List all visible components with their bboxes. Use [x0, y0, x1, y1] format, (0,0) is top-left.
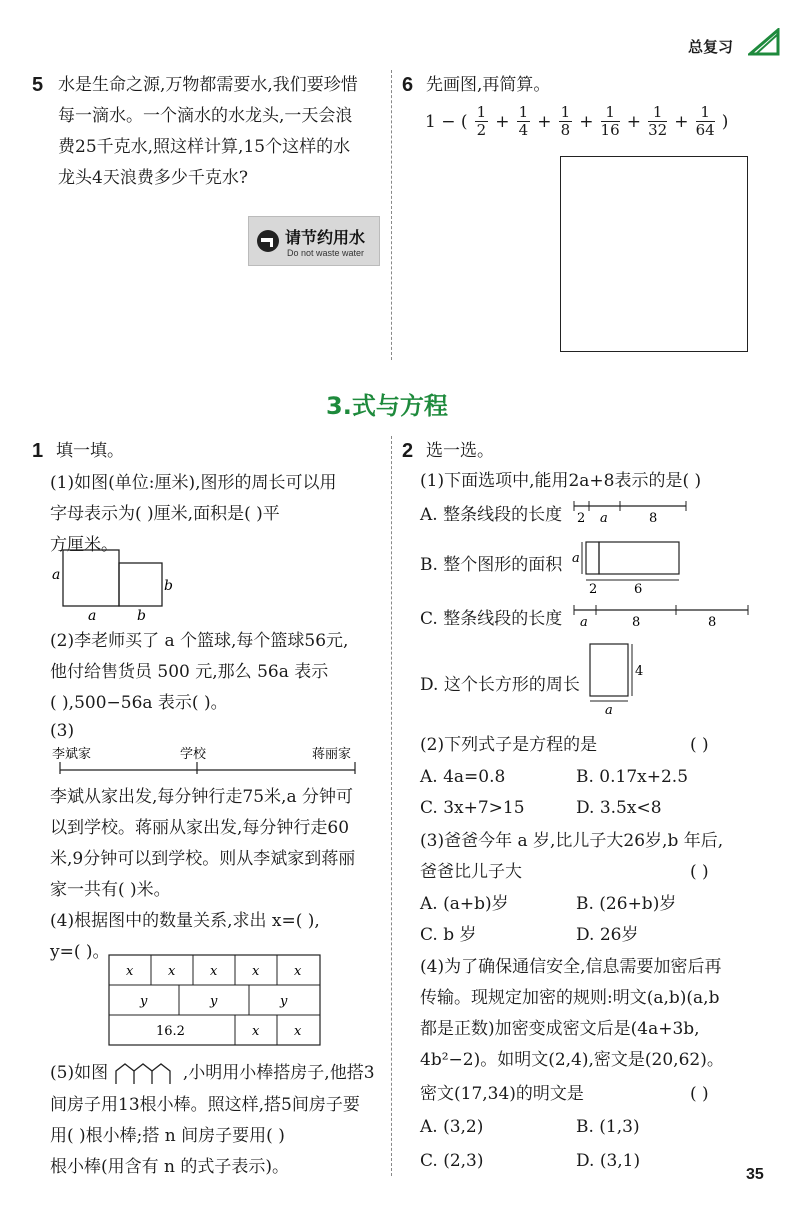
q2-sub4-line-2: 传输。现规定加密的规则:明文(a,b)(a,b [420, 988, 720, 1008]
q1-part5-post: ,小明用小棒搭房子,他搭3 [182, 1063, 375, 1083]
question-5-line-1: 水是生命之源,万物都需要水,我们要珍惜 [58, 75, 358, 95]
route-map [50, 744, 368, 780]
q1-part2-line-2: 他付给售货员 500 元,那么 56a 表示 [50, 662, 329, 682]
map-label-school: 学校 [180, 747, 207, 762]
q1-part1-line-3: 方厘米。 [50, 535, 118, 555]
question-5-line-2: 每一滴水。一个滴水的水龙头,一天会浪 [58, 106, 353, 126]
save-water-sign [248, 216, 380, 266]
figure-b-label-6: 6 [634, 582, 643, 596]
q1-part5-line-4: 根小棒(用含有 n 的式子表示)。 [50, 1157, 290, 1177]
grid-x-7: x [294, 1024, 302, 1039]
q1-part2-line-1: (2)李老师买了 a 个篮球,每个篮球56元, [50, 631, 349, 651]
stick-houses-icon [114, 1063, 178, 1085]
fraction-4: $\frac{1}{16}$ [600, 103, 620, 139]
q1-part2-line-3: ( ),500−56a 表示( )。 [50, 693, 228, 713]
plus-sign: + [579, 111, 594, 132]
fraction-2: $\frac{1}{4}$ [518, 103, 529, 139]
grid-y-1: y [140, 994, 148, 1009]
q2-sub2-paren: ( ) [690, 735, 709, 755]
figure-b-label-a: a [572, 551, 580, 566]
segment-c-label-8b: 8 [708, 615, 717, 630]
q1-part3-line-2: 以到学校。蒋丽从家出发,每分钟行走60 [50, 818, 350, 838]
q1-part4-line-1: (4)根据图中的数量关系,求出 x=( ), [50, 911, 320, 931]
q2-sub3-stem-2: 爸爸比儿子大 [420, 862, 522, 882]
column-divider-top [391, 70, 392, 360]
question-5-line-4: 龙头4天浪费多少千克水? [58, 168, 248, 188]
grid-x-6: x [252, 1024, 260, 1039]
page-header-title: 总复习 [688, 38, 734, 56]
q2-sub4-line-4: 4b²−2)。如明文(2,4),密文是(20,62)。 [420, 1050, 724, 1070]
question-6-expression [424, 104, 729, 144]
fraction-5: $\frac{1}{32}$ [648, 103, 668, 139]
q1-part5-line-1 [50, 1058, 375, 1089]
q2-sub1-option-d: D. 这个长方形的周长 [420, 675, 580, 695]
q2-sub4-line-3: 都是正数)加密变成密文后是(4a+3b, [420, 1019, 700, 1039]
fig-label-bottom-b: b [137, 608, 146, 624]
question-2-title: 选一选。 [426, 441, 494, 461]
plus-sign: + [537, 111, 552, 132]
q1-part3-label: (3) [50, 721, 75, 741]
rectangle-figure-d [588, 642, 648, 716]
q2-sub1-option-b: B. 整个图形的面积 [420, 555, 563, 575]
fraction-6: $\frac{1}{64}$ [695, 103, 715, 139]
expression-lead: 1 − ( [425, 111, 468, 132]
faucet-icon [255, 229, 281, 253]
map-label-libin: 李斌家 [52, 747, 92, 762]
grid-y-2: y [210, 994, 218, 1009]
q1-part3-line-4: 家一共有( )米。 [50, 880, 171, 900]
q2-sub3-option-d: D. 26岁 [576, 925, 639, 945]
q2-sub3-stem-1: (3)爸爸今年 a 岁,比儿子大26岁,b 年后, [420, 831, 724, 851]
q2-sub4-option-b: B. (1,3) [576, 1117, 640, 1137]
grid-value-16-2: 16.2 [156, 1024, 185, 1039]
q1-part4-line-2: y=( )。 [50, 942, 110, 962]
q2-sub4-stem-last: 密文(17,34)的明文是 [420, 1084, 584, 1104]
segment-figure-a [572, 500, 692, 526]
grid-y-3: y [280, 994, 288, 1009]
question-5-line-3: 费25千克水,照这样计算,15个这样的水 [58, 137, 351, 157]
question-1-number: 1 [32, 440, 44, 462]
question-5-number: 5 [32, 74, 44, 96]
question-6-number: 6 [402, 74, 414, 96]
column-divider-bottom [391, 436, 392, 1176]
figure-b-label-2: 2 [589, 582, 598, 596]
drawing-square [560, 156, 748, 352]
plus-sign: + [495, 111, 510, 132]
q2-sub4-option-c: C. (2,3) [420, 1151, 484, 1171]
figure-d-label-a: a [605, 703, 613, 716]
segment-a-label-2: 2 [577, 511, 586, 526]
q2-sub4-option-d: D. (3,1) [576, 1151, 641, 1171]
q2-sub4-line-1: (4)为了确保通信安全,信息需要加密后再 [420, 957, 722, 977]
q2-sub1-option-a: A. 整条线段的长度 [420, 505, 563, 525]
segment-figure-c [572, 604, 752, 630]
segment-c-label-8a: 8 [632, 615, 641, 630]
fig-label-bottom-a: a [88, 608, 97, 624]
q2-sub3-option-a: A. (a+b)岁 [420, 894, 509, 914]
fraction-3: $\frac{1}{8}$ [560, 103, 571, 139]
save-water-sign-cn: 请节约用水 [285, 228, 366, 247]
grid-x-2: x [168, 964, 176, 979]
q2-sub2-option-c: C. 3x+7>15 [420, 798, 525, 818]
q2-sub1-option-c: C. 整条线段的长度 [420, 609, 563, 629]
segment-c-label-a: a [580, 615, 588, 630]
q1-part3-line-1: 李斌从家出发,每分钟行走75米,a 分钟可 [50, 787, 353, 807]
fig-label-left-a: a [52, 567, 61, 583]
q2-sub2-stem: (2)下列式子是方程的是 [420, 735, 598, 755]
grid-x-4: x [252, 964, 260, 979]
grid-x-1: x [126, 964, 134, 979]
segment-a-label-8: 8 [649, 511, 658, 526]
q1-part1-line-2: 字母表示为( )厘米,面积是( )平 [50, 504, 280, 524]
q1-part3-line-3: 米,9分钟可以到学校。则从李斌家到蒋丽 [50, 849, 356, 869]
triangle-ruler-icon [748, 28, 780, 56]
grid-x-3: x [210, 964, 218, 979]
fraction-1: $\frac{1}{2}$ [476, 103, 487, 139]
q2-sub4-paren: ( ) [690, 1084, 709, 1104]
quantity-grid [108, 954, 322, 1048]
save-water-sign-en: Do not waste water [287, 248, 365, 258]
rectangle-figure-b [570, 538, 690, 596]
two-squares-figure [48, 548, 178, 624]
expression-close: ) [721, 111, 729, 132]
q2-sub1-stem: (1)下面选项中,能用2a+8表示的是( ) [420, 471, 702, 491]
map-label-jiangli: 蒋丽家 [312, 747, 352, 762]
q2-sub4-option-a: A. (3,2) [420, 1117, 484, 1137]
question-1-title: 填一填。 [56, 441, 124, 461]
segment-a-label-a: a [600, 511, 608, 526]
q2-sub2-option-b: B. 0.17x+2.5 [576, 767, 689, 787]
q2-sub2-option-d: D. 3.5x<8 [576, 798, 662, 818]
fig-label-right-b: b [164, 578, 173, 594]
page-number: 35 [746, 1166, 764, 1183]
q1-part1-line-1: (1)如图(单位:厘米),图形的周长可以用 [50, 473, 337, 493]
q2-sub3-option-b: B. (26+b)岁 [576, 894, 677, 914]
q1-part5-pre: (5)如图 [50, 1063, 109, 1083]
plus-sign: + [674, 111, 689, 132]
figure-d-label-4: 4 [635, 664, 644, 679]
q1-part5-line-2: 间房子用13根小棒。照这样,搭5间房子要 [50, 1095, 360, 1115]
plus-sign: + [626, 111, 641, 132]
question-2-number: 2 [402, 440, 414, 462]
q2-sub2-option-a: A. 4a=0.8 [420, 767, 506, 787]
q1-part5-line-3: 用( )根小棒;搭 n 间房子要用( ) [50, 1126, 285, 1146]
q2-sub3-paren: ( ) [690, 862, 709, 882]
grid-x-5: x [294, 964, 302, 979]
section-title: 3.式与方程 [326, 392, 448, 420]
q2-sub3-option-c: C. b 岁 [420, 925, 477, 945]
question-6-prompt: 先画图,再简算。 [426, 75, 551, 95]
